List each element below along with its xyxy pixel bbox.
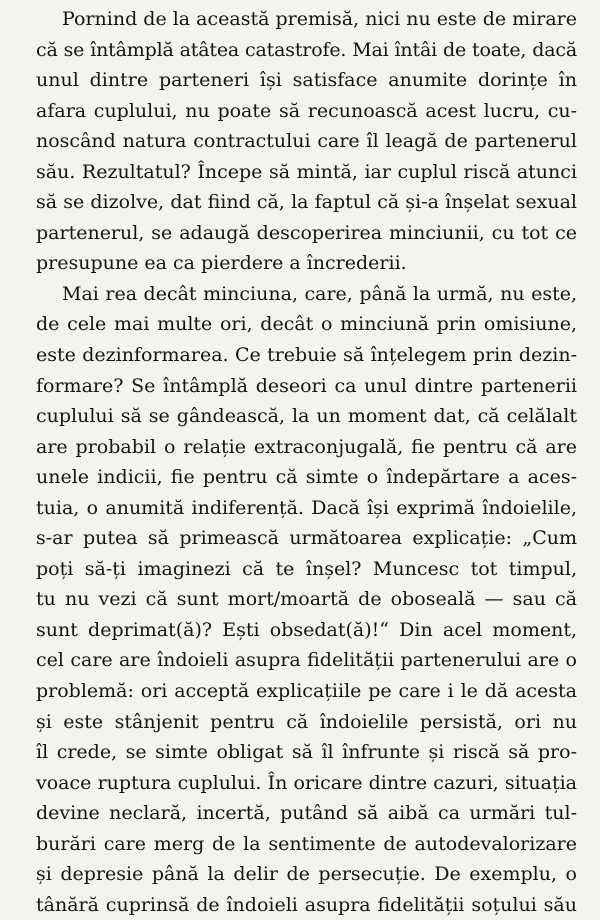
text-line: partenerul, se adaugă descoperirea minciunii, cu tot ce xyxy=(36,221,577,244)
text-line: unul dintre parteneri își satisface anumite dorințe în xyxy=(36,69,577,92)
text-line: de cele mai multe ori, decât o minciună prin omisiune, xyxy=(36,313,577,336)
text-line: Mai rea decât minciuna, care, până la urmă, nu este, xyxy=(62,282,577,305)
text-line: s-ar putea să primească următoarea explicație: „Cum xyxy=(36,527,577,550)
text-line: cel care are îndoieli asupra fidelității partenerului are o xyxy=(36,649,577,672)
text-line: devine neclară, incertă, putând să aibă ca urmări tul- xyxy=(36,802,577,825)
text-line: unele indicii, fie pentru că simte o îndepărtare a aces- xyxy=(36,466,577,489)
text-line: că se întâmplă atâtea catastrofe. Mai întâi de toate, dacă xyxy=(36,38,577,61)
text-line: sunt deprimat(ă)? Ești obsedat(ă)!“ Din acel moment, xyxy=(36,618,577,641)
paragraph-1 xyxy=(36,4,577,279)
text-line: burări care merg de la sentimente de autodevalorizare xyxy=(36,832,577,855)
paragraph-2 xyxy=(36,279,577,920)
text-line: să se dizolve, dat fiind că, la faptul că și-a înșelat sexual xyxy=(36,191,577,214)
text-line: presupune ea ca pierdere a încrederii. xyxy=(36,252,407,275)
text-line: poți să-ți imaginezi că te înșel? Muncesc tot timpul, xyxy=(36,557,577,580)
text-line: afara cuplului, nu poate să recunoască acest lucru, cu- xyxy=(36,99,577,122)
text-line: îl crede, se simte obligat să îl înfrunte și riscă să pro- xyxy=(36,741,577,764)
text-line: voace ruptura cuplului. În oricare dintre cazuri, situația xyxy=(36,771,577,794)
text-line: tânără cuprinsă de îndoieli asupra fidelității soțului său xyxy=(36,893,577,916)
text-line: are probabil o relație extraconjugală, fie pentru că are xyxy=(36,435,577,458)
document-page xyxy=(36,4,577,920)
text-line: tuia, o anumită indiferență. Dacă își exprimă îndoielile, xyxy=(36,496,577,519)
text-line: și este stânjenit pentru că îndoielile persistă, ori nu xyxy=(36,710,577,733)
text-line: problemă: ori acceptă explicațiile pe care i le dă acesta xyxy=(36,680,577,703)
text-line: este dezinformarea. Ce trebuie să înțelegem prin dezin- xyxy=(36,344,577,367)
text-line: cuplului să se gândească, la un moment dat, că celălalt xyxy=(36,405,577,428)
text-line: și depresie până la delir de persecuție. De exemplu, o xyxy=(36,863,577,886)
text-line: tu nu vezi că sunt mort/moartă de oboseală — sau că xyxy=(36,588,577,611)
text-line: său. Rezultatul? Începe să mintă, iar cuplul riscă atunci xyxy=(36,160,577,183)
text-line: Pornind de la această premisă, nici nu este de mirare xyxy=(62,8,577,30)
text-line: formare? Se întâmplă deseori ca unul dintre partenerii xyxy=(36,374,577,397)
text-line: noscând natura contractului care îl leagă de partenerul xyxy=(36,130,577,153)
